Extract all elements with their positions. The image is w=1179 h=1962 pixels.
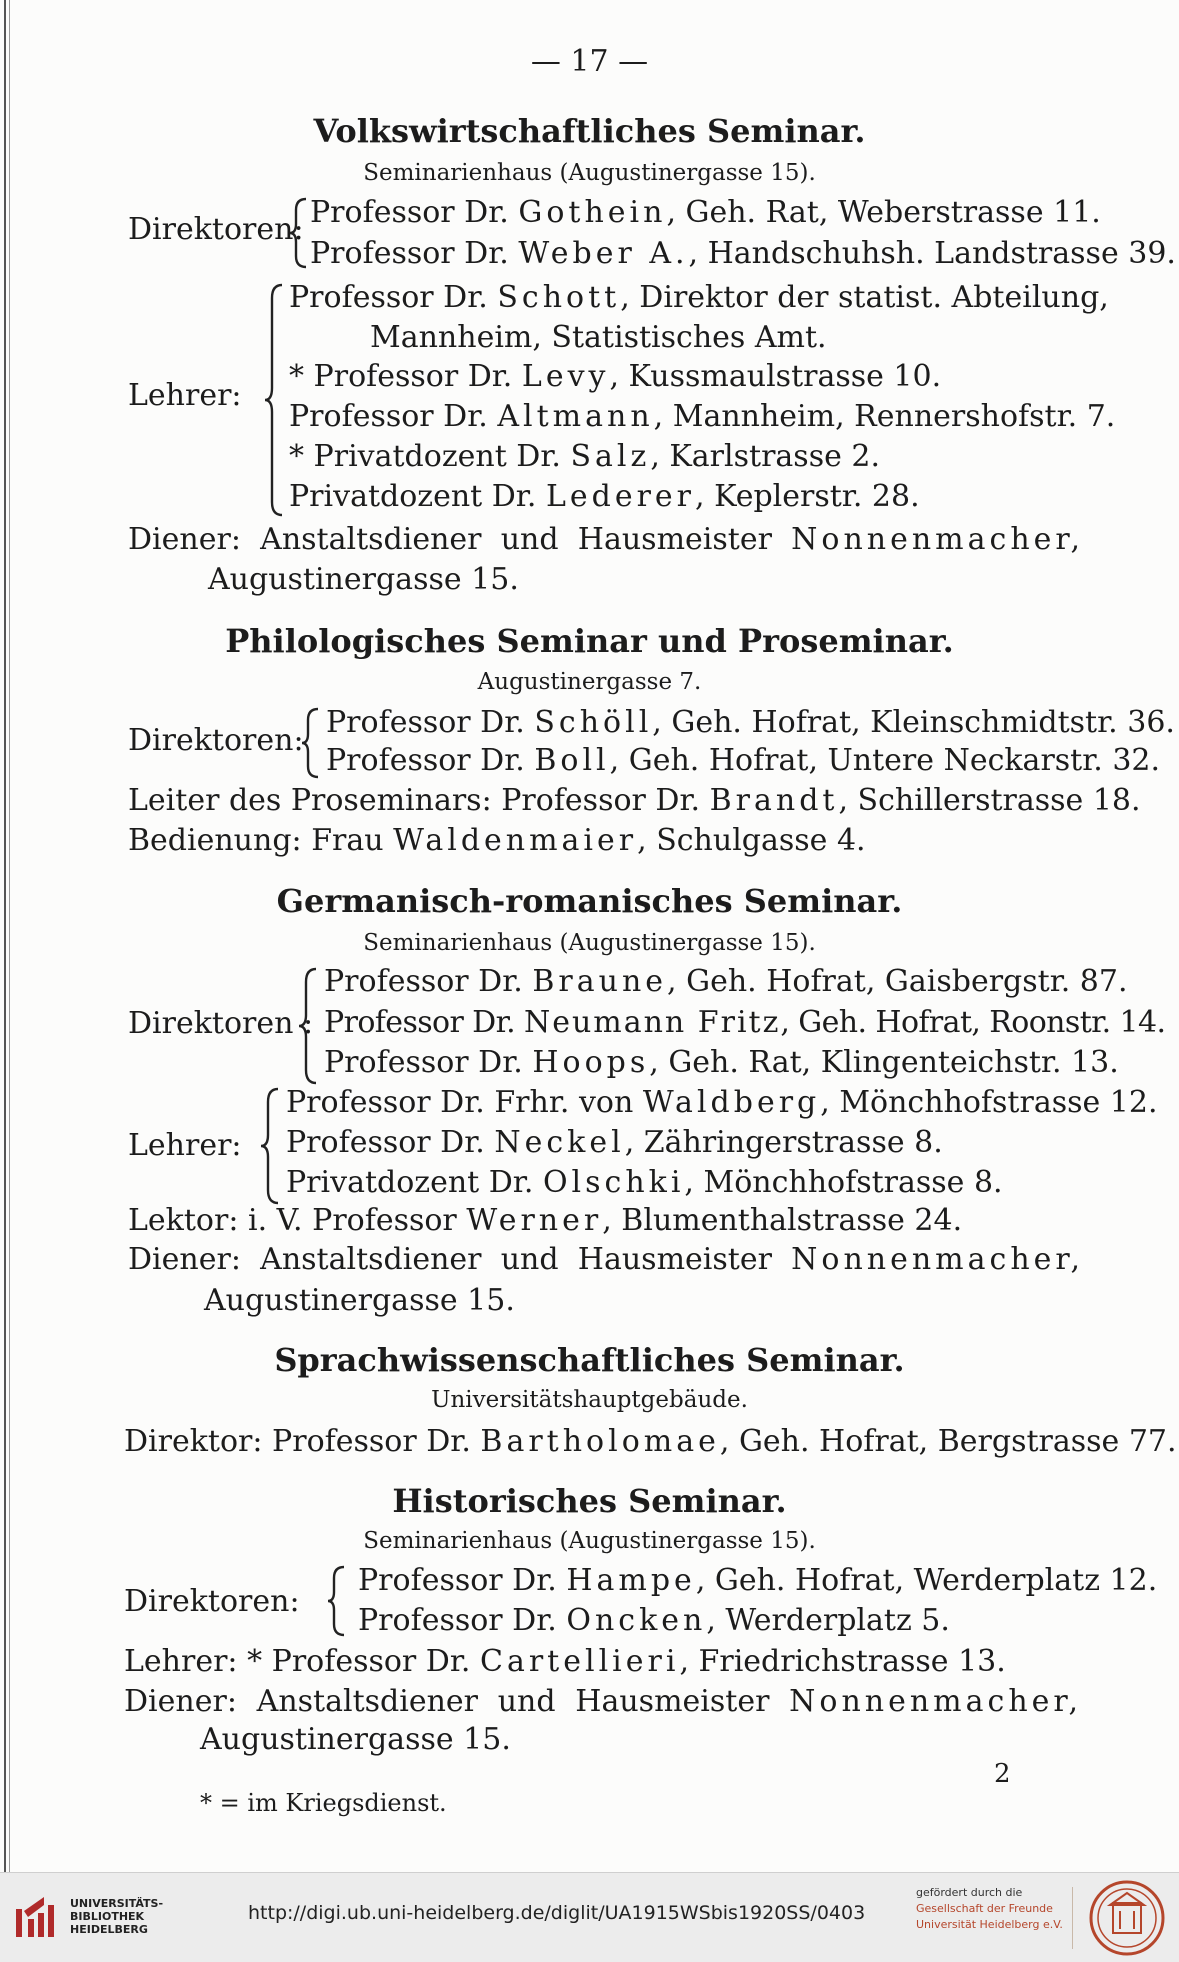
university-seal-icon (1088, 1879, 1166, 1957)
teacher-entry: Privatdozent Dr. Lederer, Keplerstr. 28. (289, 479, 920, 514)
person-name: Bartholomae (480, 1424, 720, 1459)
servant-address: Augustinergasse 15. (200, 1722, 511, 1757)
person-name: Lederer (545, 479, 696, 514)
directors-label: Direktoren : (128, 1006, 314, 1041)
person-name: Neumann Fritz (523, 1005, 781, 1040)
person-name: Hampe (566, 1563, 696, 1598)
footer-divider (1072, 1887, 1073, 1949)
teacher-entry: Lehrer: * Professor Dr. Cartellieri, Friedrichstrasse 13. (124, 1644, 1006, 1679)
director-entry: Direktor: Professor Dr. Bartholomae, Geh. Hofrat, Bergstrasse 77. (124, 1424, 1177, 1459)
person-name: Cartellieri (480, 1644, 680, 1679)
teacher-entry: Professor Dr. Altmann, Mannheim, Rennershofstr. 7. (289, 399, 1116, 434)
person-name: Salz (570, 439, 651, 474)
section-location: Seminarienhaus (Augustinergasse 15). (363, 1528, 816, 1554)
teacher-entry: Professor Dr. Frhr. von Waldberg, Mönchhofstrasse 12. (286, 1085, 1158, 1120)
person-name: Waldenmaier (393, 823, 638, 858)
teacher-entry: Privatdozent Dr. Olschki, Mönchhofstrasse 8. (286, 1165, 1003, 1200)
director-entry: Professor Dr. Oncken, Werderplatz 5. (358, 1603, 950, 1638)
curly-brace (296, 966, 320, 1086)
page-number: — 17 — (530, 44, 649, 79)
lector-entry: Lektor: i. V. Professor Werner, Blumenthalstrasse 24. (128, 1203, 963, 1238)
library-logo-icon (14, 1895, 62, 1941)
person-name: Brandt (709, 783, 839, 818)
person-name: Gothein (518, 195, 667, 230)
section-location: Seminarienhaus (Augustinergasse 15). (363, 930, 816, 956)
signature-mark: 2 (994, 1759, 1011, 1789)
footer-bar (0, 1872, 1179, 1962)
directors-label: Direktoren: (124, 1584, 300, 1619)
person-name: Neckel (494, 1125, 625, 1160)
servant-address: Augustinergasse 15. (208, 562, 519, 597)
person-name: Schott (497, 280, 621, 315)
director-entry: Professor Dr. Hoops, Geh. Rat, Klingenteichstr. 13. (324, 1045, 1119, 1080)
teacher-entry-continuation: Mannheim, Statistisches Amt. (370, 320, 827, 355)
directors-label: Direktoren: (128, 212, 304, 247)
person-name: Levy (521, 359, 610, 394)
person-name: Oncken (566, 1603, 707, 1638)
curly-brace (326, 1564, 348, 1638)
person-name: Nonnenmacher, (791, 1242, 1084, 1277)
teacher-entry: Professor Dr. Neckel, Zähringerstrasse 8. (286, 1125, 943, 1160)
person-name: Schöll (534, 705, 653, 740)
director-entry: Professor Dr. Neumann Fritz, Geh. Hofrat, Roonstr. 14. (324, 1005, 1166, 1040)
director-entry: Professor Dr. Weber A., Handschuhsh. Landstrasse 39. (310, 236, 1176, 271)
person-name: Olschki (542, 1165, 685, 1200)
person-name: Weber A. (518, 236, 689, 271)
person-name: Nonnenmacher, (789, 1684, 1082, 1719)
person-name: Waldberg (642, 1085, 821, 1120)
servant-entry: Diener: Anstaltsdiener und Hausmeister Nonnenmacher, (124, 1684, 1082, 1719)
servant-address: Augustinergasse 15. (204, 1283, 515, 1318)
director-entry: Professor Dr. Braune, Geh. Hofrat, Gaisbergstr. 87. (324, 964, 1128, 999)
section-location: Universitätshauptgebäude. (431, 1387, 748, 1413)
person-name: Boll (534, 743, 610, 778)
document-url[interactable]: http://digi.ub.uni-heidelberg.de/diglit/UA1915WSbis1920SS/0403 (248, 1902, 866, 1924)
curly-brace (262, 282, 286, 518)
sponsor-text: gefördert durch die Gesellschaft der Freunde Universität Heidelberg e.V. (916, 1886, 1063, 1931)
person-name: Hoops (532, 1045, 650, 1080)
teachers-label: Lehrer: (128, 1128, 242, 1163)
director-entry: Professor Dr. Hampe, Geh. Hofrat, Werderplatz 12. (358, 1563, 1158, 1598)
director-entry: Professor Dr. Boll, Geh. Hofrat, Untere Neckarstr. 32. (326, 743, 1161, 778)
directors-label: Direktoren: (128, 723, 304, 758)
teacher-entry: Professor Dr. Schott, Direktor der statist. Abteilung, (289, 280, 1109, 315)
person-name: Braune (532, 964, 668, 999)
servant-label: Diener: (128, 522, 241, 557)
section-location: Augustinergasse 7. (477, 669, 702, 695)
section-heading: Historisches Seminar. (392, 1482, 787, 1520)
curly-brace (258, 1086, 282, 1206)
section-heading: Germanisch-romanisches Seminar. (276, 882, 903, 920)
director-entry: Professor Dr. Schöll, Geh. Hofrat, Kleinschmidtstr. 36. (326, 705, 1175, 740)
footnote: * = im Kriegsdienst. (200, 1789, 447, 1817)
teachers-label: Lehrer: (128, 378, 242, 413)
teacher-entry: * Privatdozent Dr. Salz, Karlstrasse 2. (289, 439, 880, 474)
teacher-entry: * Professor Dr. Levy, Kussmaulstrasse 10. (289, 359, 942, 394)
curly-brace (288, 196, 310, 270)
section-location: Seminarienhaus (Augustinergasse 15). (363, 160, 816, 186)
service-entry: Bedienung: Frau Waldenmaier, Schulgasse 4. (128, 823, 866, 858)
director-entry: Professor Dr. Gothein, Geh. Rat, Weberstrasse 11. (310, 195, 1101, 230)
leader-entry: Leiter des Proseminars: Professor Dr. Brandt, Schillerstrasse 18. (128, 783, 1141, 818)
person-name: Werner (466, 1203, 603, 1238)
servant-label: Diener: (124, 1684, 237, 1719)
servant-entry: Diener: Anstaltsdiener und Hausmeister Nonnenmacher, (128, 522, 1084, 557)
curly-brace (300, 706, 322, 780)
servant-entry: Diener: Anstaltsdiener und Hausmeister Nonnenmacher, (128, 1242, 1084, 1277)
person-name: Altmann (497, 399, 654, 434)
servant-label: Diener: (128, 1242, 241, 1277)
person-name: Nonnenmacher, (791, 522, 1084, 557)
section-heading: Philologisches Seminar und Proseminar. (225, 622, 954, 660)
section-heading: Sprachwissenschaftliches Seminar. (274, 1341, 905, 1379)
library-name: UNIVERSITÄTS- BIBLIOTHEK HEIDELBERG (70, 1897, 164, 1936)
section-heading: Volkswirtschaftliches Seminar. (313, 112, 866, 150)
